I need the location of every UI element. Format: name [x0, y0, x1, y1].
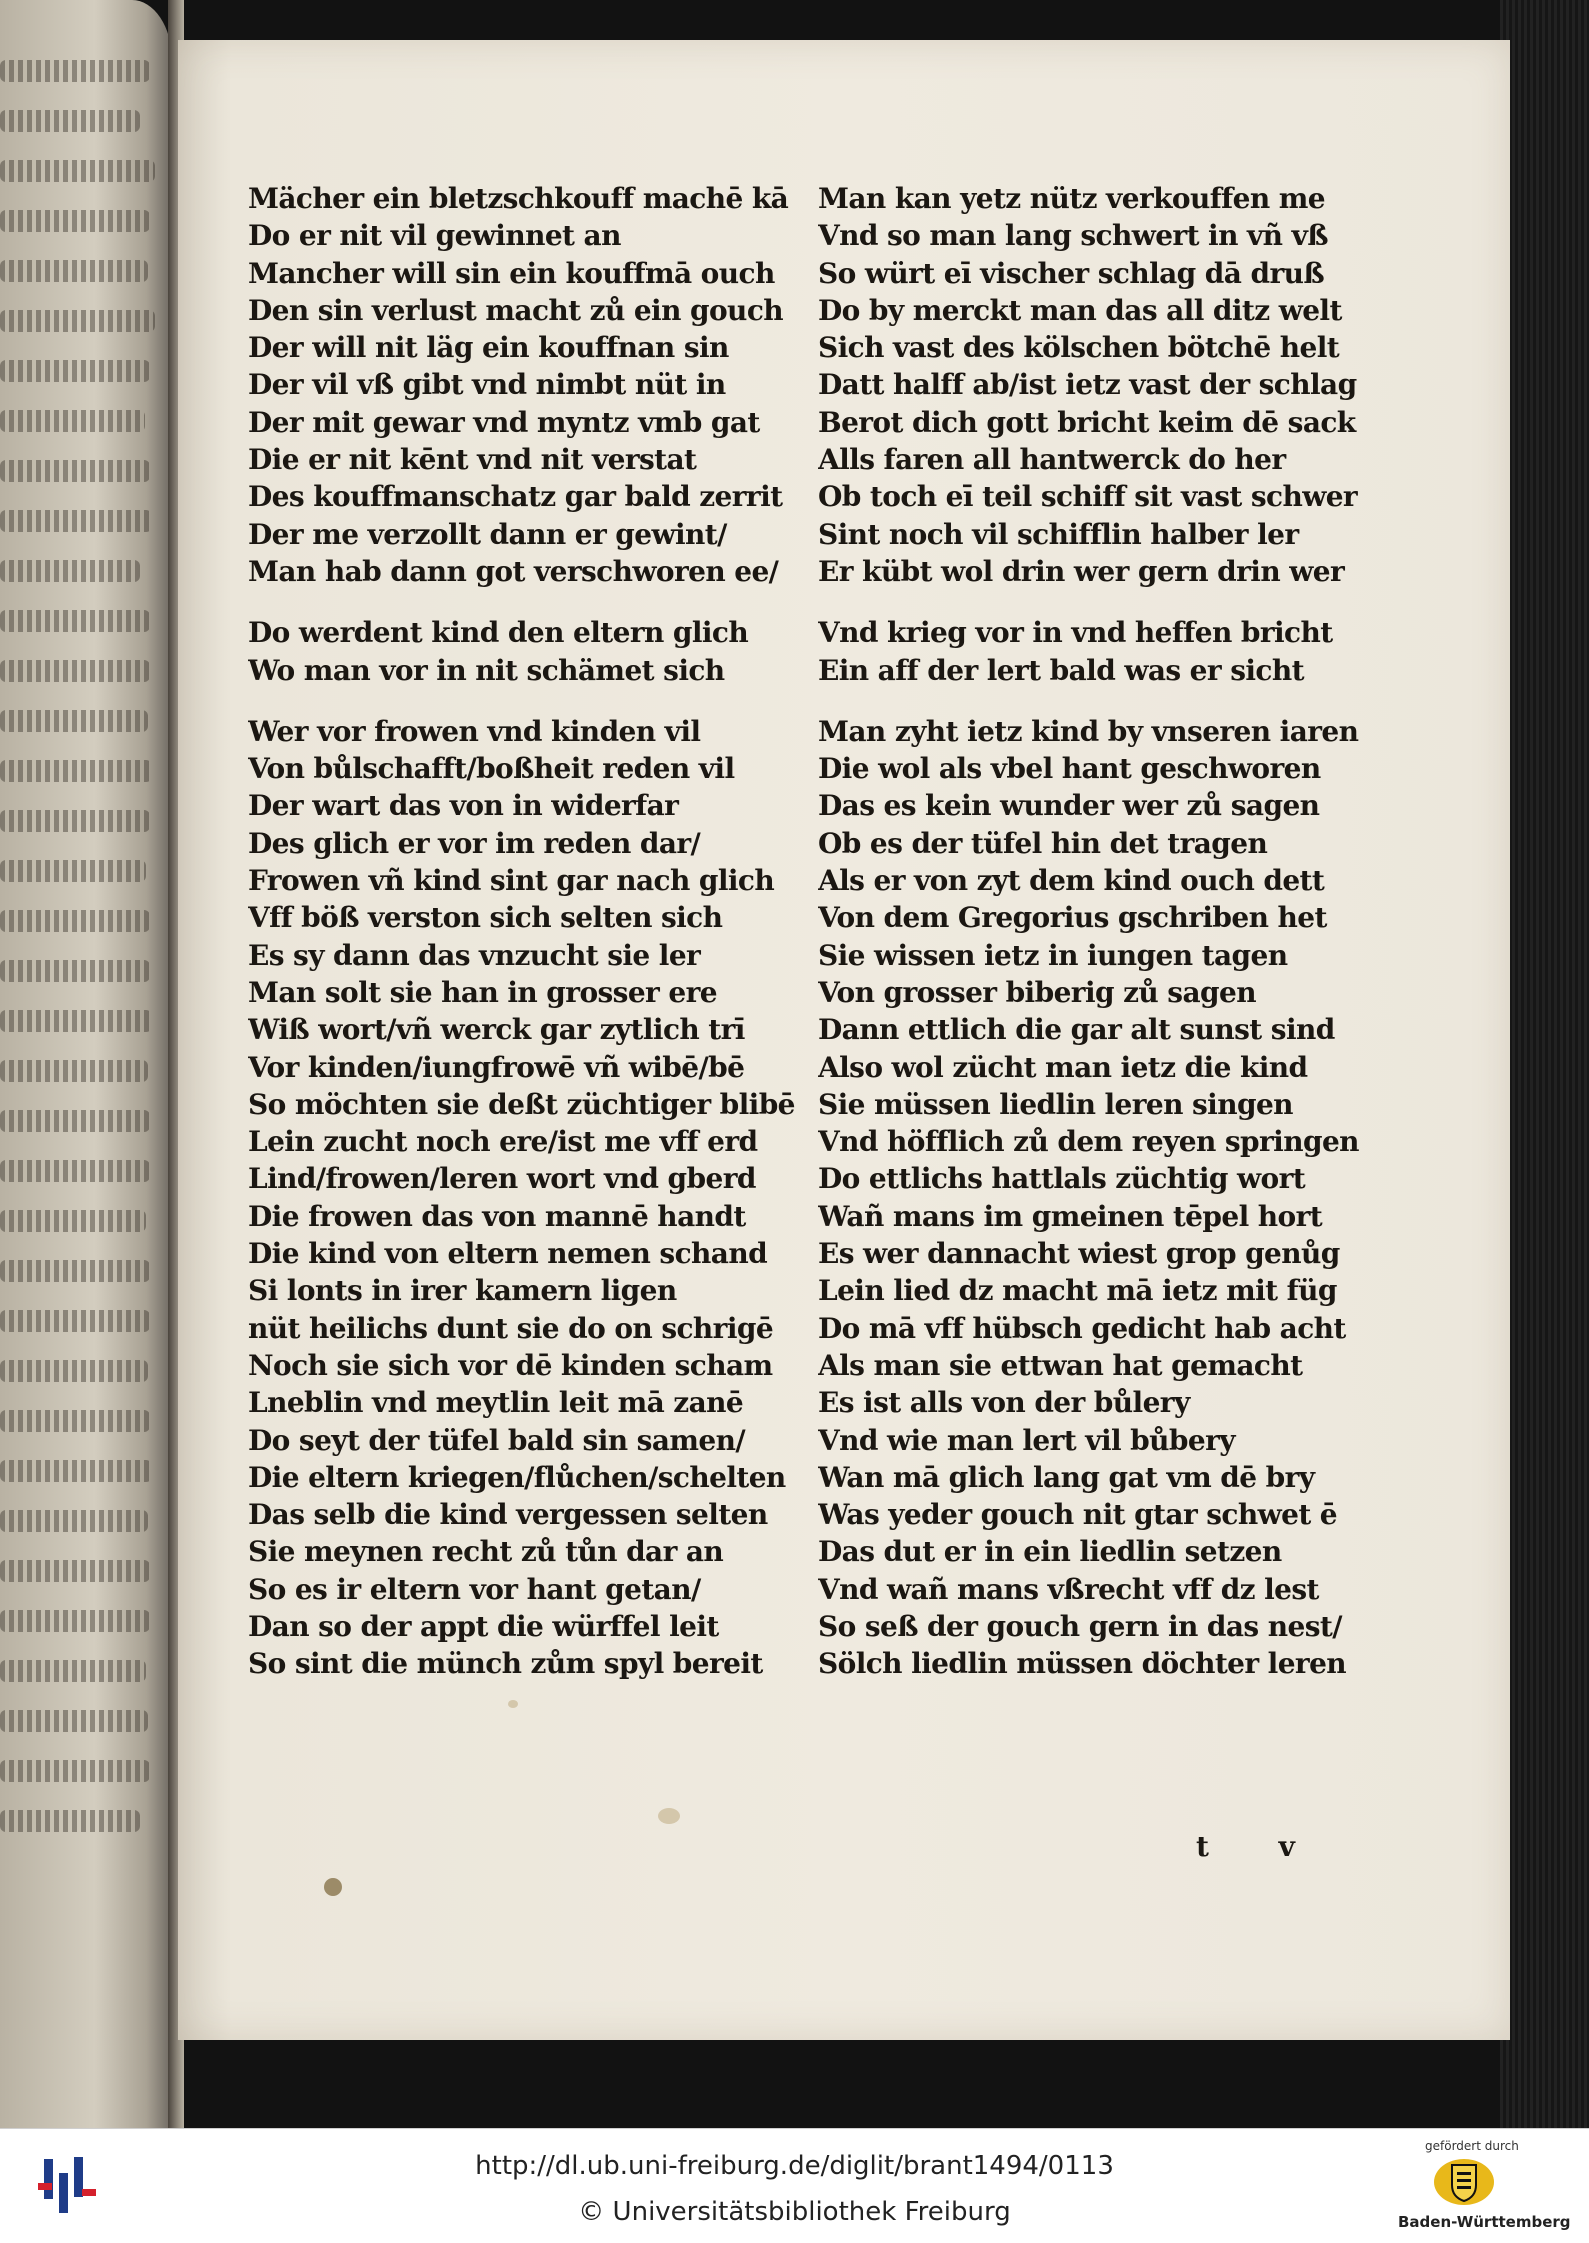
verse-line: Man solt sie han in grosser ere	[248, 975, 717, 1009]
verse-line: So sint die münch zům spyl bereit	[248, 1647, 763, 1681]
verse-line: Man kan yetz nütz verkouffen me	[818, 182, 1325, 215]
state-coat-of-arms-icon	[1432, 2157, 1496, 2207]
verse-line: Der wart das von in widerfar	[248, 789, 679, 823]
verse-line: Alls faren all hantwerck do her	[818, 443, 1286, 477]
verse-line: Ein aff der lert bald was er sicht	[818, 653, 1304, 687]
sponsor-name: Baden-Württemberg	[1398, 2213, 1571, 2231]
verse-line: Berot dich gott bricht keim dē sack	[818, 405, 1356, 439]
text-column-right	[818, 180, 1408, 1683]
verse-line: Lind/frowen/leren wort vnd gberd	[248, 1162, 756, 1196]
verse-line: Lein zucht noch ere/ist me vff erd	[248, 1125, 758, 1159]
signature-mark: t v	[1196, 1830, 1325, 1863]
verse-line: Vnd wañ mans vßrecht vff dz lest	[818, 1572, 1319, 1606]
verse-line: Do ettlichs hattlals züchtig wort	[818, 1162, 1306, 1196]
paper-stain	[324, 1878, 342, 1896]
sponsor-caption: gefördert durch	[1425, 2139, 1519, 2153]
text-column-left	[248, 180, 838, 1683]
verse-line: Also wol zücht man ietz die kind	[818, 1050, 1308, 1084]
verse-line: Wo man vor in nit schämet sich	[248, 653, 725, 687]
verse-line: Sie meynen recht zů tůn dar an	[248, 1535, 724, 1569]
verse-line: Sie wissen ietz in iungen tagen	[818, 938, 1288, 972]
verse-line: Sich vast des kölschen bötchē helt	[818, 331, 1340, 365]
verse-line: So möchten sie deßt züchtiger blibē	[248, 1087, 795, 1121]
verse-line: Ob toch eī teil schiff sit vast schwer	[818, 480, 1358, 514]
verse-line: Es wer dannacht wiest grop genůg	[818, 1237, 1340, 1271]
viewer-footer	[0, 2128, 1589, 2243]
verse-line: Sie müssen liedlin leren singen	[818, 1087, 1293, 1121]
verse-line: Ob es der tüfel hin det tragen	[818, 826, 1268, 860]
verse-line: Do seyt der tüfel bald sin samen/	[248, 1423, 745, 1457]
verse-line: Der will nit läg ein kouffnan sin	[248, 331, 729, 365]
verse-line: Sölch liedlin müssen döchter leren	[818, 1647, 1347, 1681]
verse-line: Das dut er in ein liedlin setzen	[818, 1535, 1282, 1569]
stanza-gap	[818, 689, 1408, 713]
verse-line: Si lonts in irer kamern ligen	[248, 1274, 677, 1308]
verse-line: Vnd so man lang schwert in vñ vß	[818, 219, 1328, 253]
verse-line: Lneblin vnd meytlin leit mā zanē	[248, 1386, 744, 1420]
verse-line: Er kübt wol drin wer gern drin wer	[818, 554, 1345, 588]
verse-line: So würt eī vischer schlag dā druß	[818, 256, 1325, 290]
copyright-text: © Universitätsbibliothek Freiburg	[578, 2197, 1011, 2227]
verse-line: So es ir eltern vor hant getan/	[248, 1572, 701, 1606]
verse-line: Des kouffmanschatz gar bald zerrit	[248, 480, 783, 514]
verse-line: Mächer ein bletzschkouff machē kā	[248, 182, 789, 215]
verse-line: Dan so der appt die würffel leit	[248, 1609, 719, 1643]
paper-stain	[508, 1700, 518, 1708]
verse-line: Do by merckt man das all ditz welt	[818, 293, 1342, 327]
verse-line: Die eltern kriegen/flůchen/schelten	[248, 1460, 786, 1494]
verse-line: Dann ettlich die gar alt sunst sind	[818, 1013, 1335, 1047]
verse-line: Die wol als vbel hant geschworen	[818, 752, 1321, 786]
verse-line: So seß der gouch gern in das nest/	[818, 1609, 1342, 1643]
verse-line: Das selb die kind vergessen selten	[248, 1498, 768, 1532]
verse-line: Wiß wort/vñ werck gar zytlich trī	[248, 1013, 745, 1047]
verse-line: Wan mā glich lang gat vm dē bry	[818, 1460, 1315, 1494]
facing-page-edge	[0, 0, 172, 2128]
verse-line: Wer vor frowen vnd kinden vil	[248, 714, 701, 748]
verse-line: Von dem Gregorius gschriben het	[818, 901, 1327, 935]
verse-line: Was yeder gouch nit gtar schwet ē	[818, 1498, 1338, 1532]
verse-line: Das es kein wunder wer zů sagen	[818, 789, 1320, 823]
verse-line: Mancher will sin ein kouffmā ouch	[248, 256, 775, 290]
verse-line: Man hab dann got verschworen ee/	[248, 554, 779, 588]
verse-line: Vnd höfflich zů dem reyen springen	[818, 1125, 1359, 1159]
paper-stain	[658, 1808, 680, 1824]
verse-line: Do er nit vil gewinnet an	[248, 219, 621, 253]
verse-line: Frowen vñ kind sint gar nach glich	[248, 864, 775, 898]
stanza-gap	[248, 590, 838, 614]
verse-line: Der vil vß gibt vnd nimbt nüt in	[248, 368, 726, 402]
verse-line: Als man sie ettwan hat gemacht	[818, 1348, 1303, 1382]
page-url-link[interactable]: http://dl.ub.uni-freiburg.de/diglit/brant1494/0113	[475, 2151, 1114, 2181]
verse-line: Vnd wie man lert vil bůbery	[818, 1423, 1235, 1457]
verse-line: Vff böß verston sich selten sich	[248, 901, 723, 935]
verse-line: Noch sie sich vor dē kinden scham	[248, 1348, 773, 1382]
verse-line: Datt halff ab/ist ietz vast der schlag	[818, 368, 1357, 402]
stanza-gap	[248, 689, 838, 713]
verse-line: nüt heilichs dunt sie do on schrigē	[248, 1311, 774, 1345]
verse-line: Als er von zyt dem kind ouch dett	[818, 864, 1325, 898]
verse-line: Den sin verlust macht zů ein gouch	[248, 293, 784, 327]
verse-line: Wañ mans im gmeinen tēpel hort	[818, 1199, 1323, 1233]
verse-line: Man zyht ietz kind by vnseren iaren	[818, 714, 1359, 748]
stanza-gap	[818, 590, 1408, 614]
verse-line: Es sy dann das vnzucht sie ler	[248, 938, 701, 972]
binding-cloth	[1500, 0, 1589, 2128]
verse-line: Die er nit kēnt vnd nit verstat	[248, 443, 697, 477]
verse-line: Des glich er vor im reden dar/	[248, 826, 701, 860]
verse-line: Es ist alls von der bůlery	[818, 1386, 1190, 1420]
verse-line: Der me verzollt dann er gewint/	[248, 517, 727, 551]
verse-line: Sint noch vil schifflin halber ler	[818, 517, 1299, 551]
verse-line: Do werdent kind den eltern glich	[248, 616, 749, 650]
book-page	[178, 40, 1510, 2040]
verse-line: Vor kinden/iungfrowē vñ wibē/bē	[248, 1050, 745, 1084]
verse-line: Lein lied dz macht mā ietz mit füg	[818, 1274, 1337, 1308]
verse-line: Vnd krieg vor in vnd heffen bricht	[818, 616, 1333, 650]
verse-line: Die frowen das von mannē handt	[248, 1199, 746, 1233]
verse-line: Von bůlschafft/boßheit reden vil	[248, 752, 735, 786]
verse-line: Der mit gewar vnd myntz vmb gat	[248, 405, 760, 439]
verse-line: Do mā vff hübsch gedicht hab acht	[818, 1311, 1346, 1345]
verse-line: Von grosser biberig zů sagen	[818, 975, 1256, 1009]
verse-line: Die kind von eltern nemen schand	[248, 1237, 768, 1271]
